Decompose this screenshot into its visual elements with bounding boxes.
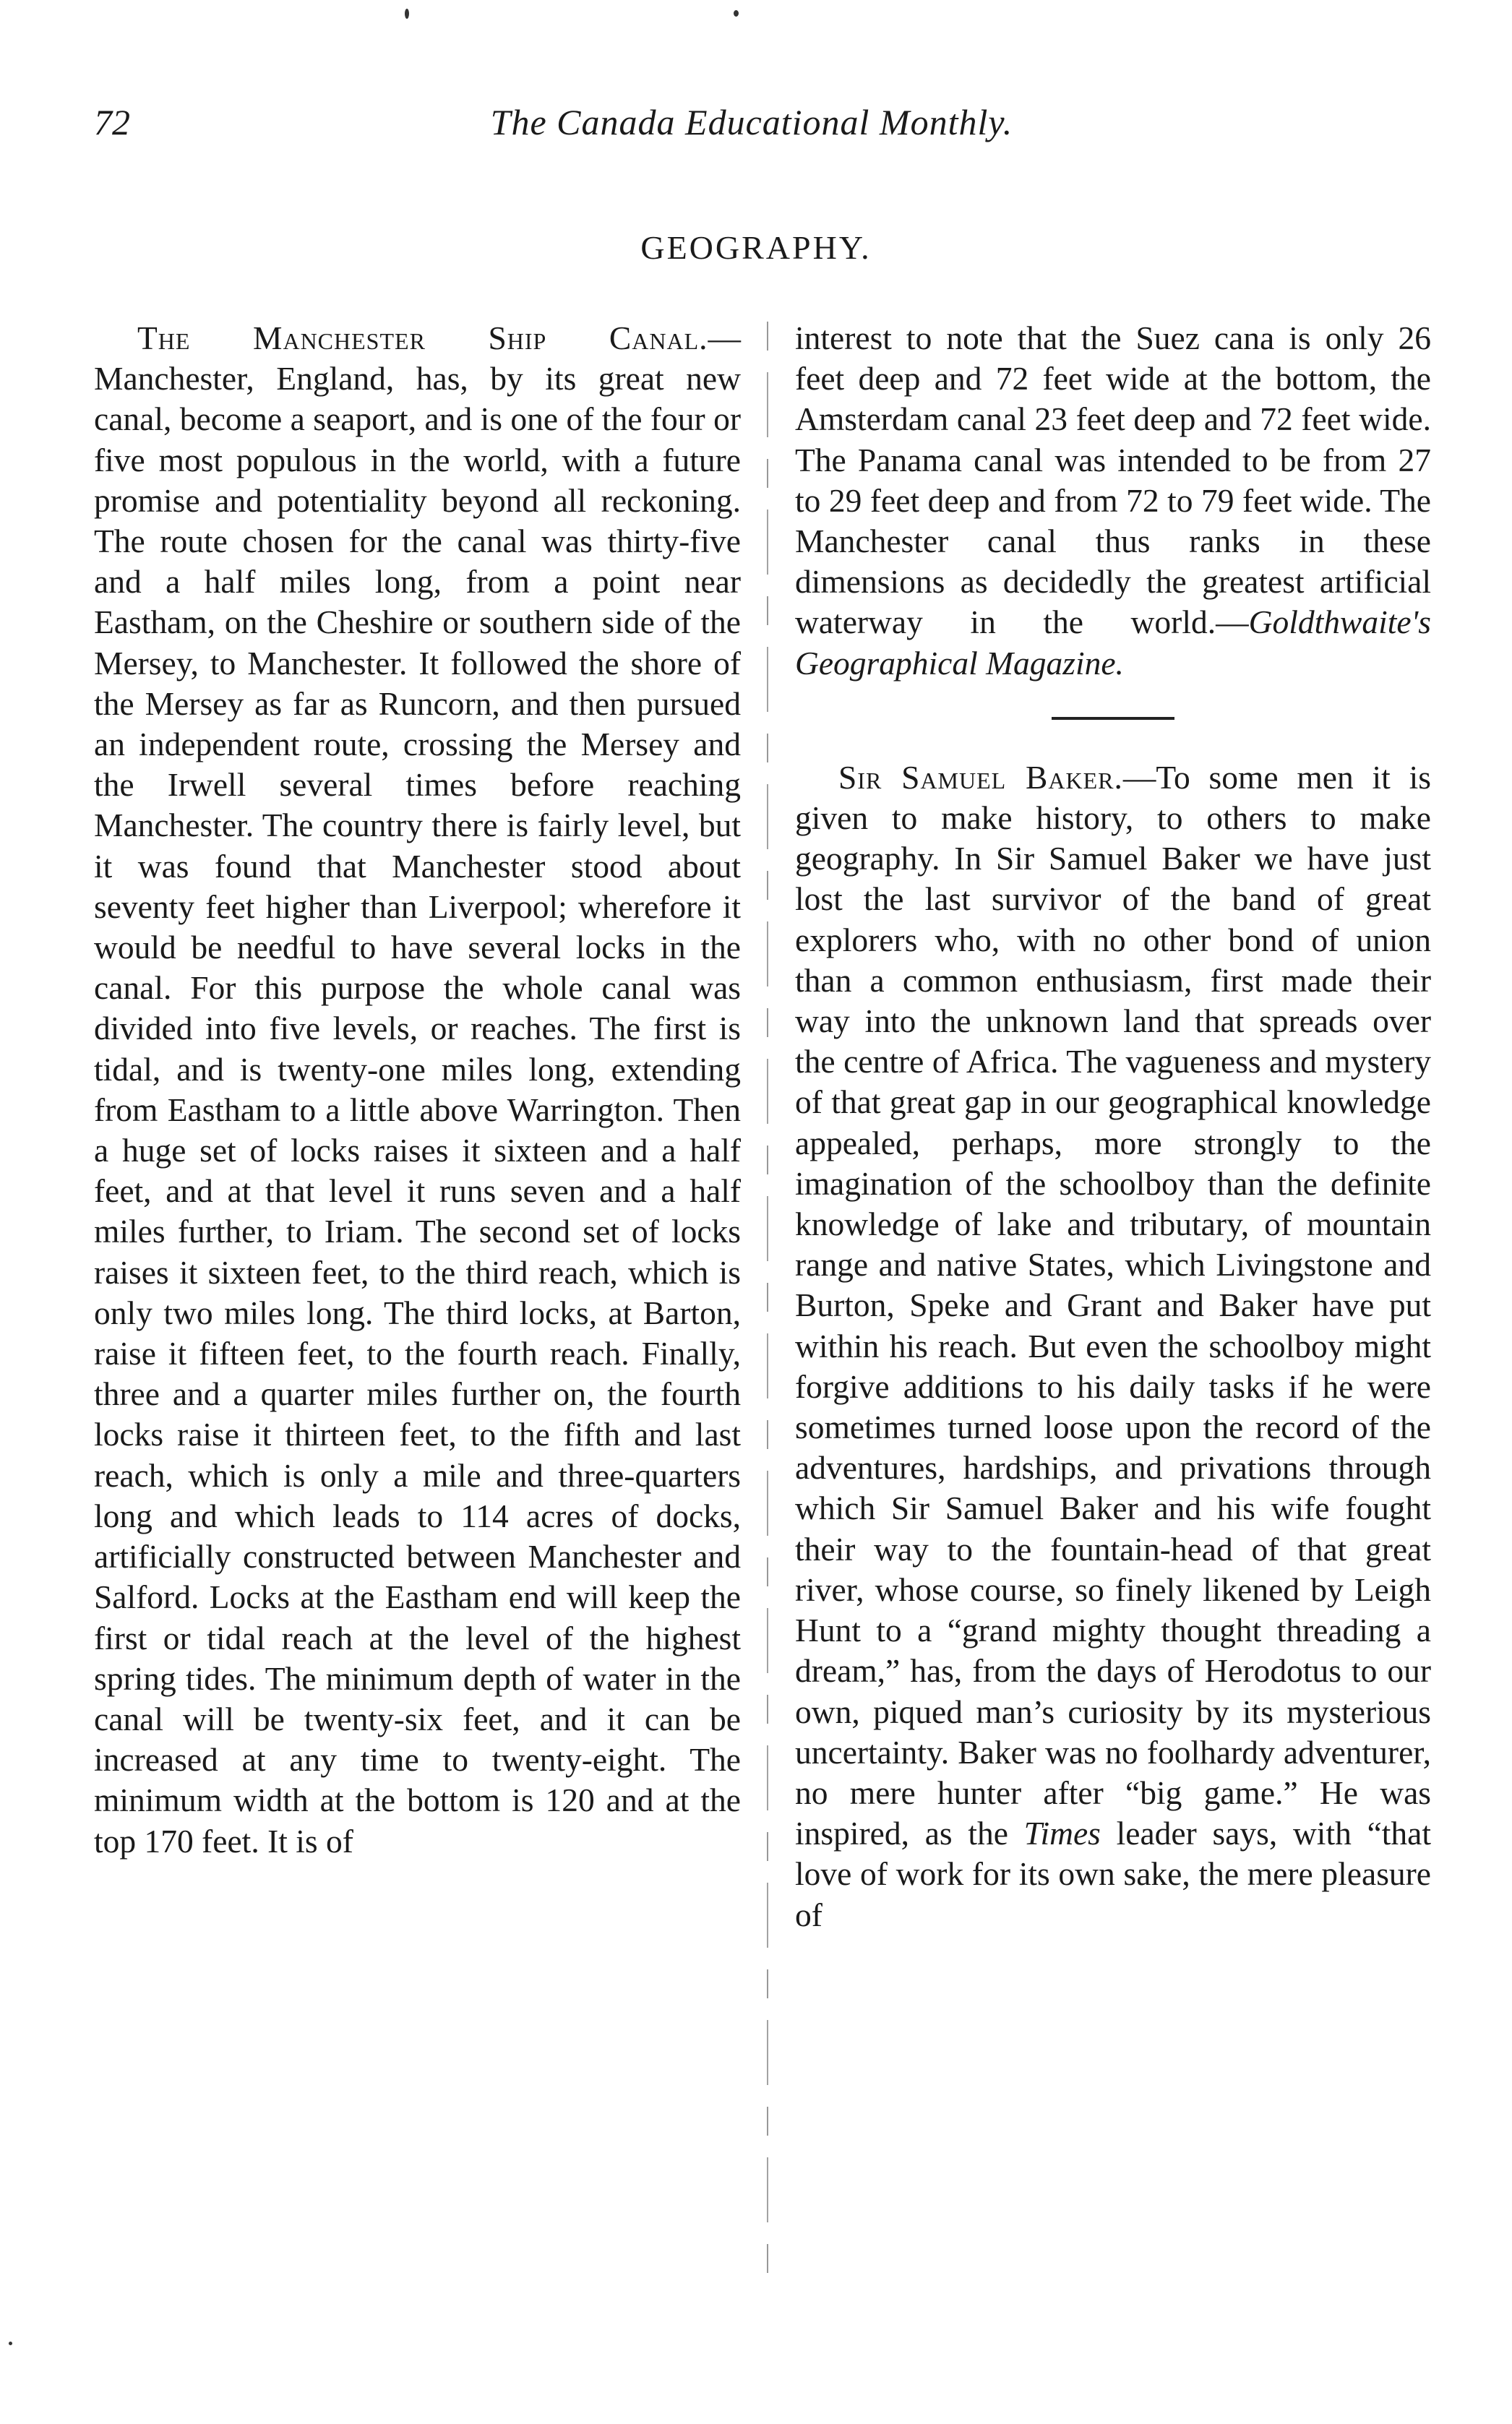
left-column [94, 318, 741, 1862]
page-number: 72 [94, 102, 130, 142]
journal-title: The Canada Educational Monthly. [490, 102, 1013, 142]
article-samuel-baker [795, 757, 1431, 1935]
article-manchester-canal-continued [795, 318, 1431, 684]
scan-speck [405, 9, 409, 19]
article-separator [1052, 717, 1174, 720]
right-column [795, 318, 1431, 1935]
article-body: Manchester, England, has, by its great new canal, become a seaport, and is one of the four or five most populous in the world, with a future promise and potentiality beyond all reckoning. The route chosen for the canal was thirty-five and a half miles long, from a point near Eastham, on the Cheshire or southern side of the Mersey, to Manchester. It followed the shore of the Mersey as far as Runcorn, and then pursued an independent route, crossing the Mersey and the Irwell several times before reaching Manchester. The country there is fairly level, but it was found that Manchester stood about seventy feet higher than Liverpool; wherefore it would be needful to have several locks in the canal. For this purpose the whole canal was divided into five levels, or reaches. The first is tidal, and is twenty-one miles long, extending from Eastham to a little above Warrington. Then a huge set of locks raises it sixteen and a half feet, and at that level it runs seven and a half miles further, to Iriam. The second set of locks raises it sixteen feet, to the third reach, which is only two miles long. The third locks, at Barton, raise it fifteen feet, to the fourth reach. Finally, three and a quarter miles further on, the fourth locks raise it thirteen feet, to the fifth and last reach, which is only a mile and three-quarters long and which leads to 114 acres of docks, artificially constructed between Manchester and Salford. Locks at the Eastham end will keep the first or tidal reach at the level of the highest spring tides. The minimum depth of water in the canal will be twenty-six feet, and it can be increased at any time to twenty-eight. The minimum width at the bottom is 120 and at the top 170 feet. It is of [94, 360, 741, 1860]
newspaper-name: Times [1023, 1815, 1101, 1852]
article-title: The Manchester Ship Canal. [137, 319, 708, 356]
article-source: Goldthwaite's Geographical Magazine. [795, 603, 1431, 682]
column-divider [767, 322, 768, 2273]
article-title: Sir Samuel Baker. [838, 758, 1123, 796]
title-dash: — [708, 319, 741, 356]
scan-speck [9, 2342, 12, 2345]
article-body: To some men it is given to make history, to others to make geography. In Sir Samuel Baker we have just lost the last survivor of the band of great explorers who, with no other bond of union than a common enthusiasm, first made their way into the unknown land that spreads over the centre of Africa. The vagueness and mystery of that great gap in our geographical knowledge appealed, perhaps, more strongly to the imagination of the schoolboy than the definite knowledge of lake and tributary, of mountain range and native States, which Livingstone and Burton, Speke and Grant and Baker have put within his reach. But even the schoolboy might forgive additions to his daily tasks if he were sometimes turned loose upon the record of the adventures, hardships, and privations through which Sir Samuel Baker and his wife fought their way to the fountain-head of that great river, whose course, so finely likened by Leigh Hunt to a “grand mighty thought threading a dream,” has, from the days of Herodotus to our own, piqued man’s curiosity by its mysterious uncertainty. Baker was no foolhardy adventurer, no mere hunter after “big game.” He was inspired, as the [795, 758, 1431, 1852]
section-heading: GEOGRAPHY. [640, 229, 872, 266]
scan-speck [734, 10, 739, 17]
article-body-end: leader says, with “that love of work for its own sake, the mere pleasure of [795, 1815, 1431, 1933]
title-dash: — [1122, 758, 1156, 796]
running-head [94, 101, 1409, 159]
article-body-continued: interest to note that the Suez cana is only 26 feet deep and 72 feet wide at the bottom, the Amsterdam canal 23 feet deep and 72 feet wide. The Panama canal was intended to be from 27 to 29 feet deep and from 72 to 79 feet wide. The Manchester canal thus ranks in these dimensions as decidedly the greatest artificial waterway in the world.— [795, 319, 1431, 641]
article-manchester-canal [94, 318, 741, 1862]
